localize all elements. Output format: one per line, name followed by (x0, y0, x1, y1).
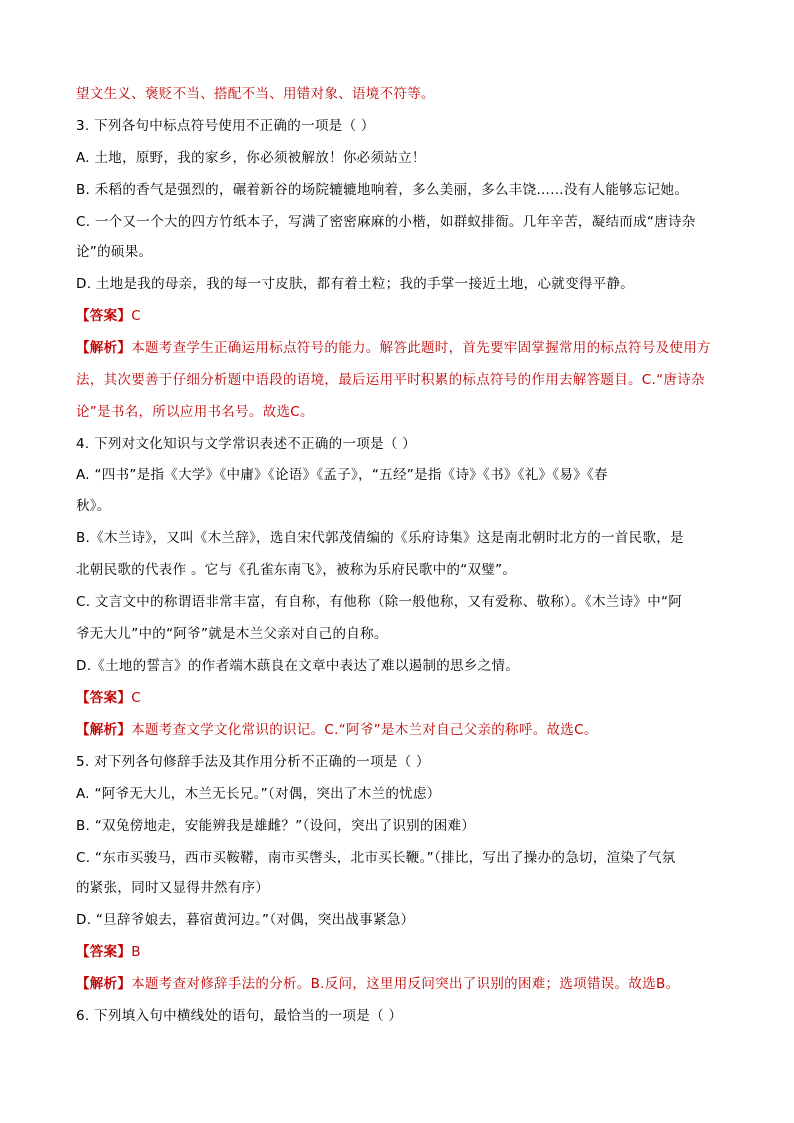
answer-tag: 【答案】 (76, 308, 132, 324)
question-5-option-c-cont: 的紧张，同时又显得井然有序） (76, 880, 270, 896)
question-4-stem: 4. 下列对文化知识与文学常识表述不正确的一项是（ ） (76, 436, 417, 452)
question-3-option-b: B. 禾稻的香气是强烈的，碾着新谷的场院辘辘地响着，多么美丽，多么丰饶……没有人能够忘记她。 (76, 182, 689, 198)
analysis-tag: 【解析】 (76, 722, 132, 738)
question-4-option-a: A. “四书”是指《大学》《中庸》《论语》《孟子》，“五经”是指《诗》《书》《礼》《易》《春 (76, 467, 608, 483)
question-5-option-c: C. “东市买骏马，西市买鞍鞯，南市买辔头，北市买长鞭。”（排比，写出了操办的急切，渲染了气氛 (76, 850, 676, 866)
question-4-option-a-cont: 秋》。 (76, 498, 111, 514)
answer-tag: 【答案】 (76, 690, 132, 706)
question-5-option-b: B. “双兔傍地走，安能辨我是雄雌？”（设问，突出了识别的困难） (76, 818, 476, 834)
question-6-stem: 6. 下列填入句中横线处的语句，最恰当的一项是（ ） (76, 1008, 403, 1024)
analysis-tag: 【解析】 (76, 976, 132, 992)
question-4-option-c: C. 文言文中的称谓语非常丰富，有自称，有他称（除一般他称，又有爱称、敬称）。《木兰诗》中“阿 (76, 594, 683, 610)
analysis-tag: 【解析】 (76, 340, 132, 356)
question-4-option-b-cont: 北朝民歌的代表作 。它与《孔雀东南飞》，被称为乐府民歌中的“双璧”。 (76, 562, 517, 578)
analysis-5: 【解析】本题考查对修辞手法的分析。B.反问，这里用反问突出了识别的困难；选项错误。故选B。 (76, 976, 680, 992)
analysis-3-cont: 论”是书名，所以应用书名号。故选C。 (76, 404, 314, 420)
question-4-option-c-cont: 爷无大儿”中的“阿爷”就是木兰父亲对自己的自称。 (76, 626, 388, 642)
answer-4: 【答案】C (76, 690, 141, 706)
question-5-stem: 5. 对下列各句修辞手法及其作用分析不正确的一项是（ ） (76, 754, 430, 770)
question-3-option-d: D. 土地是我的母亲，我的每一寸皮肤，都有着土粒；我的手掌一接近土地，心就变得平静。 (76, 276, 635, 292)
text-line: 望文生义、褒贬不当、搭配不当、用错对象、语境不符等。 (76, 86, 435, 102)
question-3-option-c-cont: 论”的硕果。 (76, 244, 153, 260)
answer-5: 【答案】B (76, 944, 141, 960)
question-5-option-d: D. “旦辞爷娘去，暮宿黄河边。”（对偶，突出战事紧急） (76, 912, 415, 928)
question-5-option-a: A. “阿爷无大儿，木兰无长兄。”（对偶，突出了木兰的忧虑） (76, 786, 441, 802)
analysis-3-cont: 法，其次要善于仔细分析题中语段的语境，最后运用平时积累的标点符号的作用去解答题目。C.“唐诗杂 (76, 372, 705, 388)
answer-tag: 【答案】 (76, 944, 132, 960)
analysis-4: 【解析】本题考查文学文化常识的识记。C.“阿爷”是木兰对自己父亲的称呼。故选C。 (76, 722, 598, 738)
question-3-stem: 3. 下列各句中标点符号使用不正确的一项是（ ） (76, 118, 375, 134)
analysis-3: 【解析】本题考查学生正确运用标点符号的能力。解答此题时，首先要牢固掌握常用的标点符号及使用方 (76, 340, 711, 356)
question-3-option-c: C. 一个又一个大的四方竹纸本子，写满了密密麻麻的小楷，如群蚁排衙。几年辛苦，凝结而成“唐诗杂 (76, 214, 696, 230)
question-3-option-a: A. 土地，原野，我的家乡，你必须被解放！你必须站立！ (76, 150, 426, 166)
answer-3: 【答案】C (76, 308, 141, 324)
question-4-option-d: D.《土地的誓言》的作者端木蕻良在文章中表达了难以遏制的思乡之情。 (76, 658, 520, 674)
question-4-option-b: B.《木兰诗》，又叫《木兰辞》，选自宋代郭茂倩编的《乐府诗集》这是南北朝时北方的一首民歌，是 (76, 530, 684, 546)
